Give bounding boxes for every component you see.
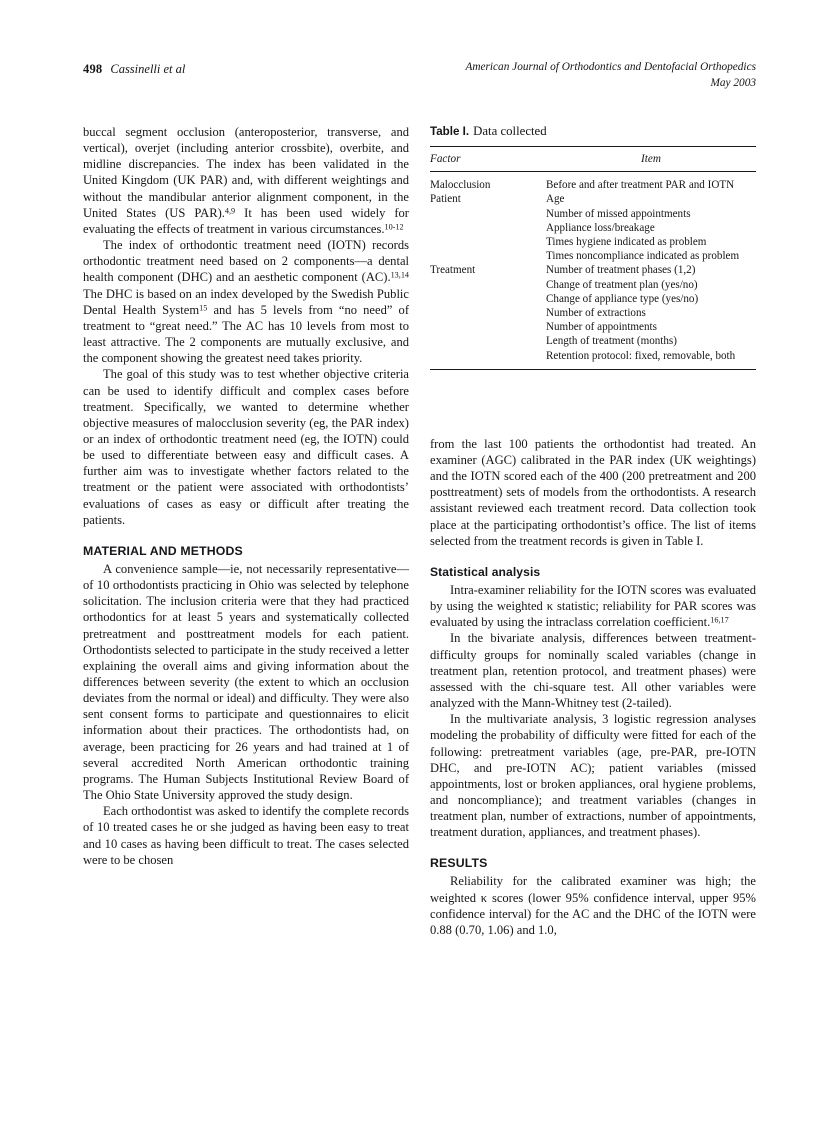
paragraph-text: It has been used widely for evaluating the effects of treatment in various circumstances.: [83, 205, 409, 236]
data-table: [430, 146, 756, 369]
issue-date: May 2003: [710, 76, 756, 89]
table-row: [430, 306, 756, 320]
cell-factor: Malocclusion: [430, 179, 491, 192]
cell-item: Length of treatment (months): [546, 335, 677, 348]
running-head-authors: Cassinelli et al: [110, 62, 186, 76]
reference-superscript: 16,17: [710, 615, 729, 625]
running-head: [83, 60, 756, 98]
cell-factor: [430, 207, 546, 221]
heading-results: RESULTS: [430, 856, 488, 871]
paragraph-case-selection: Each orthodontist was asked to identify the complete records of 10 treated cases he or she judged as having been easy to treat and 10 cases as having been difficult to treat. The cases selected were to be chosen: [83, 804, 409, 867]
table-data-collected: [430, 124, 756, 370]
cell-item: Times noncompliance indicated as problem: [546, 250, 740, 263]
column-header-item: Item: [546, 147, 756, 172]
paragraph-bivariate-analysis: In the bivariate analysis, differences between treatment-difficulty groups for nominally scaled variables (change in treatment plan, retention protocol, and treatment phases) were assessed with the chi-square test. All other variables were analyzed with the Mann-Whitney test (2-tailed).: [430, 631, 756, 711]
paragraph-text: Intra-examiner reliability for the IOTN scores was evaluated by using the weighted κ statistic; reliability for PAR scores was evaluated by using the intraclass correlation coefficient.: [430, 582, 756, 630]
cell-item: Times hygiene indicated as problem: [546, 236, 707, 249]
cell-factor: Patient: [430, 193, 461, 206]
cell-item: Number of extractions: [546, 307, 646, 320]
paragraph-text: The DHC is based on an index developed by the Swedish Public Dental Health System: [83, 286, 409, 317]
cell-factor: [430, 320, 546, 334]
column-header-factor: Factor: [430, 147, 546, 172]
paragraph-data-collection: from the last 100 patients the orthodontist had treated. An examiner (AGC) calibrated in the PAR index (UK weightings) and the IOTN scored each of the 400 (200 pretreatment and 200 posttreatment) sets of models from the orthodontists. A research assistant reviewed each treatment record. Data collection took place at the participating orthodontist’s office. The list of items selected from the treatment records is given in Table I.: [430, 436, 756, 548]
cell-factor: [430, 221, 546, 235]
paragraph-iotn-description: [83, 237, 409, 366]
table-body: [430, 172, 756, 369]
cell-factor: [430, 306, 546, 320]
paragraph-text: and has 5 levels from “no need” of treatment to “great need.” The AC has 10 levels from most to least attractive. The 2 components are mutually exclusive, and the component showing the greatest need takes priority.: [83, 302, 409, 366]
paragraph-study-goal: The goal of this study was to test whether objective criteria can be used to identify difficult and complex cases before treatment. Specifically, we wanted to determine whether objective measures of malocclusion severity (eg, the PAR index) or an index of orthodontic treatment need (eg, the IOTN) could be used to differentiate between easy and difficult cases. A further aim was to investigate whether factors related to the treatment or the patient were associated with orthodontists’ evaluations of cases as easy or difficult after treating the patients.: [83, 367, 409, 527]
table-row: [430, 292, 756, 306]
table-spacer: [430, 388, 756, 436]
cell-item: Before and after treatment PAR and IOTN: [546, 179, 735, 192]
table-caption: [430, 124, 756, 139]
paragraph-results-reliability: Reliability for the calibrated examiner was high; the weighted κ scores (lower 95% confidence interval, upper 95% confidence interval) for the AC and the DHC of the IOTN were 0.88 (0.70, 1.06) and 1.0,: [430, 874, 756, 937]
cell-factor: [430, 292, 546, 306]
table-row: [430, 172, 756, 193]
cell-item: Retention protocol: fixed, removable, both: [546, 349, 736, 362]
table-row: [430, 235, 756, 249]
cell-item: Age: [546, 193, 565, 206]
reference-superscript: 10-12: [384, 222, 404, 232]
table-row: [430, 263, 756, 277]
paragraph-continued-index: [83, 124, 409, 237]
paragraph-reliability: [430, 582, 756, 630]
table-row: [430, 221, 756, 235]
reference-superscript: 4,9: [224, 206, 236, 216]
cell-item: Number of missed appointments: [546, 207, 691, 220]
table-header-row: [430, 147, 756, 172]
table-row: [430, 320, 756, 334]
heading-material-and-methods: MATERIAL AND METHODS: [83, 543, 243, 558]
running-head-right: [465, 60, 756, 91]
heading-statistical-analysis: Statistical analysis: [430, 564, 541, 579]
table-label: Table I.: [430, 125, 470, 138]
reference-superscript: 13,14: [390, 270, 409, 280]
table-row: [430, 278, 756, 292]
cell-item: Change of appliance type (yes/no): [546, 292, 699, 305]
table-row: [430, 192, 756, 206]
journal-name: American Journal of Orthodontics and Dentofacial Orthopedics: [465, 61, 756, 73]
cell-item: Appliance loss/breakage: [546, 221, 655, 234]
paragraph-sample-description: A convenience sample—ie, not necessarily representative—of 10 orthodontists practicing in Ohio was selected by telephone solicitation. The inclusion criteria were that they had practiced orthodontics for at least 5 years and systematically collected pretreatment and posttreatment models for each patient. Orthodontists selected to participate in the study received a letter explaining the overall aims and giving information about the differences between severity (the extent to which an occlusion deviates from the normal or ideal) and difficulty. They were also sent consent forms to participate and questionnaires to elicit information about their practices. The orthodontists had, on average, been practicing for 26 years and had trained at 1 of several accredited North American orthodontic training programs. The Human Subjects Institutional Review Board of The Ohio State University approved the study design.: [83, 561, 409, 803]
table-row: [430, 334, 756, 348]
table-bottom-rule: [430, 369, 756, 370]
page-number: 498: [83, 62, 103, 76]
table-title: Data collected: [473, 124, 547, 138]
cell-factor: [430, 334, 546, 348]
cell-factor: [430, 235, 546, 249]
cell-item: Change of treatment plan (yes/no): [546, 278, 698, 291]
cell-factor: [430, 278, 546, 292]
paragraph-text: buccal segment occlusion (anteroposterior, transverse, and vertical), overjet (including anterior crossbite), overbite, and midline discrepancies. The index has been validated in the United Kingdom (UK PAR) and, with different weightings and without the mandibular anterior alignment component, in the United States (US PAR).: [83, 125, 409, 220]
cell-item: Number of appointments: [546, 321, 657, 334]
right-column: [430, 124, 756, 938]
paragraph-multivariate-analysis: In the multivariate analysis, 3 logistic regression analyses modeling the probability of difficulty were fitted for each of the following: pretreatment variables (age, pre-PAR, pre-IOTN DHC, and pre-IOTN AC); patient variables (missed appointments, lost or broken appliances, oral hygiene problems, and noncompliance); and treatment variables (changes in treatment plan, number of extractions, number of appointments, treatment duration, appliances, and treatment phases).: [430, 712, 756, 840]
running-head-left: [83, 60, 185, 78]
table-row: [430, 207, 756, 221]
reference-superscript: 15: [199, 303, 208, 313]
cell-factor: [430, 249, 546, 263]
left-column: [83, 124, 409, 868]
cell-factor: Treatment: [430, 264, 476, 277]
cell-item: Number of treatment phases (1,2): [546, 264, 696, 277]
cell-factor: [430, 349, 546, 369]
table-row: [430, 249, 756, 263]
table-row: [430, 349, 756, 369]
paragraph-text: The index of orthodontic treatment need (IOTN) records orthodontic treatment need based on 2 components—a dental health component (DHC) and an aesthetic component (AC).: [83, 238, 409, 285]
